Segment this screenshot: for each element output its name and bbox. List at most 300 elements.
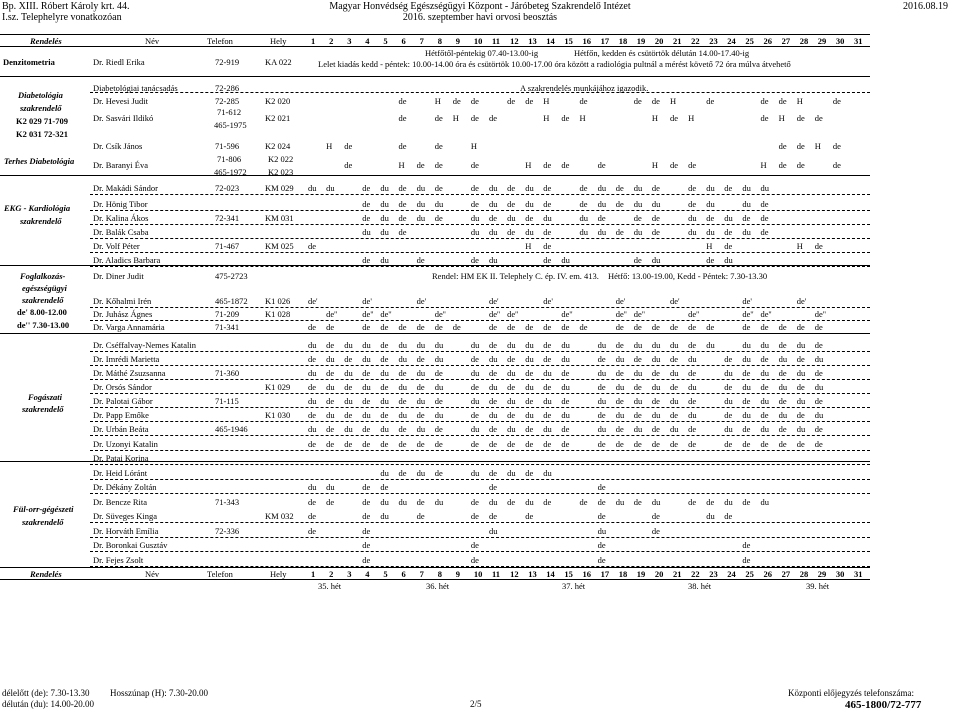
- row-name: Dr. Hevesi Judit: [93, 96, 149, 106]
- grid-line: [90, 566, 870, 567]
- schedule-cell: de: [434, 213, 443, 223]
- schedule-cell: de: [434, 368, 443, 378]
- section-ful-orr-gege-sub: szakrendelő: [22, 517, 64, 527]
- day-header-27: 27: [781, 36, 791, 46]
- schedule-cell: du: [380, 213, 389, 223]
- row-name: Dr. Diner Judit: [93, 271, 144, 281]
- schedule-cell: du: [651, 255, 661, 265]
- schedule-cell: de: [489, 113, 498, 123]
- schedule-cell: du: [561, 410, 570, 420]
- schedule-cell: du: [633, 227, 643, 237]
- schedule-cell: du: [380, 511, 389, 521]
- schedule-cell: de: [489, 468, 498, 478]
- schedule-cell: du: [525, 227, 534, 237]
- schedule-cell: de: [416, 255, 425, 265]
- schedule-cell: de: [489, 482, 498, 492]
- schedule-cell: de: [470, 410, 479, 420]
- day-header-24: 24: [727, 36, 736, 46]
- schedule-cell: de: [398, 439, 407, 449]
- schedule-cell: du: [507, 468, 516, 478]
- section-foglalkozas-2: egészségügyi: [22, 283, 67, 293]
- section-diabetologia-phone2: K2 031 72-321: [16, 129, 68, 139]
- grid-line: [90, 351, 870, 352]
- grid-line: [90, 194, 870, 195]
- schedule-cell: du: [724, 368, 733, 378]
- schedule-cell: de'': [615, 309, 627, 319]
- schedule-cell: de: [416, 160, 425, 170]
- schedule-cell: de: [706, 322, 715, 332]
- schedule-cell: du: [470, 340, 480, 350]
- schedule-cell: du: [380, 199, 389, 209]
- row-name: Dr. Varga Annamária: [93, 322, 165, 332]
- footer-phone: 465-1800/72-777: [845, 699, 922, 711]
- schedule-cell: de: [597, 382, 606, 392]
- schedule-cell: du: [597, 424, 607, 434]
- section-denzitometria: Denzitometria: [3, 57, 55, 67]
- day-header-8: 8: [437, 569, 442, 579]
- section-foglalkozas: Foglalkozás-: [20, 271, 66, 281]
- schedule-cell: de: [380, 354, 389, 364]
- schedule-cell: de: [434, 322, 443, 332]
- schedule-cell: de: [742, 322, 751, 332]
- schedule-cell: de: [416, 382, 425, 392]
- schedule-cell: de: [326, 439, 335, 449]
- schedule-cell: du: [760, 396, 769, 406]
- schedule-cell: de: [796, 322, 805, 332]
- schedule-cell: du: [344, 340, 353, 350]
- section-foglalkozas-3: szakrendelő: [22, 295, 64, 305]
- schedule-cell: du: [633, 424, 643, 434]
- grid-line: [0, 579, 870, 580]
- schedule-cell: de: [742, 424, 751, 434]
- row-name: Dr. Palotai Gábor: [93, 396, 153, 406]
- schedule-cell: de: [597, 511, 606, 521]
- schedule-cell: du: [706, 511, 715, 521]
- column-header-telefon: Telefon: [207, 569, 233, 579]
- schedule-cell: du: [814, 410, 824, 420]
- day-header-15: 15: [564, 36, 573, 46]
- schedule-cell: de: [724, 183, 733, 193]
- row-phone: 71-115: [215, 396, 239, 406]
- schedule-cell: de: [398, 468, 407, 478]
- day-header-11: 11: [492, 36, 501, 46]
- day-header-12: 12: [510, 569, 519, 579]
- schedule-cell: du: [507, 213, 516, 223]
- schedule-cell: de: [760, 354, 769, 364]
- schedule-cell: de: [362, 183, 371, 193]
- schedule-cell: de: [706, 96, 715, 106]
- row-name: Dr. Máthé Zsuzsanna: [93, 368, 166, 378]
- schedule-cell: de: [398, 227, 407, 237]
- grid-line: [90, 307, 870, 308]
- day-header-1: 1: [311, 36, 316, 46]
- schedule-cell: du: [615, 497, 625, 507]
- schedule-cell: de: [597, 497, 606, 507]
- schedule-cell: du: [380, 396, 389, 406]
- schedule-cell: du: [344, 424, 353, 434]
- schedule-cell: de: [615, 439, 624, 449]
- schedule-cell: de: [507, 183, 516, 193]
- schedule-cell: de'': [362, 309, 374, 319]
- week-label: 35. hét: [318, 581, 342, 591]
- schedule-cell: du: [380, 497, 389, 507]
- schedule-cell: de: [597, 439, 606, 449]
- schedule-cell: de: [470, 540, 479, 550]
- schedule-cell: de: [380, 340, 389, 350]
- schedule-cell: de: [615, 183, 624, 193]
- schedule-cell: de: [543, 497, 552, 507]
- column-header-nev: Név: [145, 569, 160, 579]
- schedule-cell: de: [796, 354, 805, 364]
- schedule-cell: de: [489, 439, 498, 449]
- schedule-cell: du: [416, 199, 426, 209]
- row-phone: 71-341: [215, 322, 240, 332]
- day-header-28: 28: [799, 36, 809, 46]
- row-name: Dr. Balák Csaba: [93, 227, 149, 237]
- day-header-1: 1: [311, 569, 316, 579]
- schedule-cell: du: [597, 396, 607, 406]
- schedule-cell: de: [615, 227, 624, 237]
- schedule-cell: de: [724, 382, 733, 392]
- schedule-cell: de: [670, 113, 679, 123]
- day-header-3: 3: [347, 569, 352, 579]
- schedule-cell: du: [670, 368, 679, 378]
- schedule-cell: du: [434, 199, 444, 209]
- schedule-cell: de: [308, 354, 317, 364]
- schedule-cell: du: [416, 368, 426, 378]
- schedule-cell: du: [778, 382, 788, 392]
- schedule-cell: de: [796, 141, 805, 151]
- schedule-cell: de: [742, 497, 751, 507]
- row-phone: 71-612: [217, 107, 242, 117]
- row-name: Dr. Imrédi Marietta: [93, 354, 160, 364]
- schedule-cell: de: [760, 227, 769, 237]
- column-header-hely: Hely: [270, 36, 287, 46]
- schedule-cell: de: [615, 199, 624, 209]
- schedule-cell: de'': [434, 309, 446, 319]
- row-phone-2: 465-1972: [214, 167, 247, 177]
- schedule-cell: du: [561, 340, 570, 350]
- schedule-cell: de: [326, 424, 335, 434]
- section-ekg: EKG - Kardiológia: [4, 203, 71, 213]
- schedule-cell: de: [688, 396, 697, 406]
- schedule-cell: de: [362, 322, 371, 332]
- schedule-cell: du: [615, 354, 625, 364]
- day-header-26: 26: [763, 36, 772, 46]
- schedule-cell: de'': [489, 309, 501, 319]
- schedule-cell: du: [561, 382, 570, 392]
- schedule-cell: H: [670, 96, 677, 106]
- schedule-cell: de: [380, 322, 389, 332]
- schedule-cell: H: [543, 96, 550, 106]
- schedule-cell: du: [470, 424, 480, 434]
- row-name: Dr. Cséffalvay-Nemes Katalin: [93, 340, 196, 350]
- schedule-cell: de: [308, 439, 317, 449]
- schedule-cell: de: [434, 396, 443, 406]
- day-header-10: 10: [473, 36, 483, 46]
- day-header-25: 25: [745, 569, 754, 579]
- schedule-cell: H: [688, 113, 695, 123]
- schedule-cell: du: [525, 497, 534, 507]
- schedule-cell: du: [688, 227, 697, 237]
- grid-line: [90, 551, 870, 552]
- schedule-cell: de: [561, 424, 570, 434]
- footer-afternoon: délután (du): 14.00-20.00: [2, 699, 94, 709]
- row-name: Dr. Sasvári Ildikó: [93, 113, 154, 123]
- row-phone: 72-919: [215, 57, 240, 67]
- day-header-3: 3: [347, 36, 352, 46]
- schedule-cell: H: [706, 241, 713, 251]
- schedule-cell: de: [814, 113, 823, 123]
- note-denzito-results: Lelet kiadás kedd - péntek: 10.00-14.00 óra és csütörtök 10.00-17.00 óra között a radiológia pultnál a mérést követő 72 óra múlva átvehető: [318, 59, 791, 69]
- schedule-cell: H: [796, 241, 803, 251]
- schedule-cell: du: [615, 410, 625, 420]
- grid-line: [90, 435, 870, 436]
- footer-phone-label: Központi előjegyzés telefonszáma:: [788, 688, 914, 698]
- section-ekg-sub: szakrendelő: [20, 216, 62, 226]
- grid-line: [90, 210, 870, 211]
- schedule-cell: de: [778, 340, 787, 350]
- schedule-cell: de: [651, 511, 660, 521]
- schedule-cell: de: [489, 511, 498, 521]
- row-name: Dr. Süveges Kinga: [93, 511, 157, 521]
- column-header-telefon: Telefon: [207, 36, 233, 46]
- day-header-23: 23: [709, 36, 718, 46]
- schedule-cell: de: [398, 199, 407, 209]
- schedule-cell: du: [742, 410, 751, 420]
- schedule-cell: de: [543, 255, 552, 265]
- schedule-cell: de: [398, 183, 407, 193]
- day-header-23: 23: [709, 569, 718, 579]
- day-header-17: 17: [600, 36, 610, 46]
- schedule-cell: de: [742, 396, 751, 406]
- schedule-cell: de: [507, 439, 516, 449]
- grid-line: [90, 224, 870, 225]
- grid-line: [90, 333, 870, 334]
- schedule-cell: du: [398, 340, 407, 350]
- schedule-cell: du: [706, 340, 715, 350]
- schedule-cell: de: [344, 439, 353, 449]
- schedule-cell: du: [597, 526, 607, 536]
- row-room: K2 022: [268, 154, 294, 164]
- schedule-cell: de: [778, 322, 787, 332]
- schedule-cell: du: [416, 396, 426, 406]
- schedule-cell: de: [416, 410, 425, 420]
- schedule-cell: de: [362, 213, 371, 223]
- schedule-cell: H: [814, 141, 821, 151]
- row-name: Dr. Kőhalmi Irén: [93, 296, 152, 306]
- grid-line: [0, 567, 870, 568]
- schedule-cell: du: [724, 255, 733, 265]
- schedule-cell: H: [525, 241, 532, 251]
- day-header-24: 24: [727, 569, 736, 579]
- day-header-14: 14: [546, 36, 555, 46]
- schedule-cell: du: [778, 354, 788, 364]
- schedule-cell: de: [561, 322, 570, 332]
- schedule-cell: de': [543, 296, 553, 306]
- schedule-cell: du: [742, 199, 751, 209]
- schedule-cell: de: [778, 160, 787, 170]
- schedule-cell: de: [470, 511, 479, 521]
- schedule-cell: de: [434, 424, 443, 434]
- schedule-cell: de: [525, 439, 534, 449]
- section-diabetologia: Diabetológia: [18, 90, 63, 100]
- header-date: 2016.08.19: [903, 1, 948, 12]
- day-header-17: 17: [600, 569, 610, 579]
- schedule-cell: de: [615, 322, 624, 332]
- schedule-cell: de: [308, 526, 317, 536]
- day-header-19: 19: [636, 569, 646, 579]
- schedule-cell: de: [651, 322, 660, 332]
- section-diabetologia-phone1: K2 029 71-709: [16, 116, 68, 126]
- schedule-cell: du: [796, 396, 806, 406]
- section-foglalkozas-hours2: de'' 7.30-13.00: [17, 320, 70, 330]
- row-phone: 72-023: [215, 183, 240, 193]
- schedule-cell: de: [561, 160, 570, 170]
- schedule-cell: de': [742, 296, 752, 306]
- schedule-cell: de: [380, 410, 389, 420]
- schedule-cell: de: [525, 468, 534, 478]
- day-header-31: 31: [854, 569, 863, 579]
- schedule-cell: de: [597, 482, 606, 492]
- schedule-cell: de: [398, 113, 407, 123]
- schedule-cell: du: [615, 382, 625, 392]
- schedule-cell: du: [724, 213, 733, 223]
- day-header-16: 16: [582, 36, 591, 46]
- day-header-18: 18: [618, 36, 628, 46]
- schedule-cell: du: [398, 354, 407, 364]
- schedule-cell: de: [489, 213, 498, 223]
- schedule-cell: de: [597, 555, 606, 565]
- schedule-cell: H: [398, 160, 405, 170]
- row-room: K1 026: [265, 296, 291, 306]
- schedule-cell: de: [434, 439, 443, 449]
- grid-line: [0, 76, 870, 77]
- schedule-cell: de: [579, 497, 588, 507]
- schedule-cell: de: [362, 199, 371, 209]
- row-room: KM 032: [265, 511, 294, 521]
- schedule-cell: du: [470, 468, 480, 478]
- schedule-cell: de: [344, 141, 353, 151]
- schedule-cell: du: [633, 199, 643, 209]
- schedule-cell: de: [543, 340, 552, 350]
- schedule-cell: du: [380, 183, 389, 193]
- schedule-cell: de: [633, 382, 642, 392]
- schedule-cell: de: [778, 424, 787, 434]
- schedule-cell: de: [633, 213, 642, 223]
- schedule-cell: de: [561, 439, 570, 449]
- column-header-hely: Hely: [270, 569, 287, 579]
- schedule-cell: de: [778, 368, 787, 378]
- row-room: KM 031: [265, 213, 294, 223]
- schedule-cell: de'': [688, 309, 700, 319]
- grid-line: [90, 92, 870, 93]
- schedule-cell: de: [597, 410, 606, 420]
- schedule-cell: de: [362, 396, 371, 406]
- day-header-22: 22: [691, 569, 700, 579]
- header-address: Bp. XIII. Róbert Károly krt. 44.: [2, 1, 130, 12]
- schedule-cell: du: [489, 199, 498, 209]
- row-room-2: K2 023: [268, 167, 294, 177]
- schedule-cell: du: [543, 424, 552, 434]
- schedule-cell: du: [633, 340, 643, 350]
- schedule-cell: du: [489, 183, 498, 193]
- schedule-cell: du: [308, 424, 317, 434]
- schedule-cell: de: [362, 526, 371, 536]
- schedule-cell: de: [470, 555, 479, 565]
- footer-morning: délelőtt (de): 7.30-13.30: [2, 688, 90, 698]
- schedule-cell: du: [380, 468, 389, 478]
- schedule-cell: de: [688, 199, 697, 209]
- schedule-cell: de: [778, 141, 787, 151]
- schedule-cell: de: [778, 96, 787, 106]
- schedule-cell: du: [308, 183, 317, 193]
- schedule-cell: de: [814, 241, 823, 251]
- schedule-cell: de: [470, 113, 479, 123]
- grid-line: [90, 464, 870, 465]
- schedule-cell: du: [597, 340, 607, 350]
- schedule-cell: de: [796, 382, 805, 392]
- day-header-29: 29: [817, 569, 827, 579]
- schedule-cell: de: [362, 424, 371, 434]
- schedule-cell: de: [724, 511, 733, 521]
- schedule-cell: de: [362, 439, 371, 449]
- schedule-cell: du: [670, 424, 679, 434]
- schedule-cell: de: [561, 368, 570, 378]
- day-header-9: 9: [455, 569, 461, 579]
- column-header-nev: Név: [145, 36, 160, 46]
- schedule-cell: de: [470, 160, 479, 170]
- row-room: K1 028: [265, 309, 291, 319]
- schedule-cell: du: [742, 227, 751, 237]
- schedule-cell: du: [597, 183, 607, 193]
- grid-line: [90, 421, 870, 422]
- schedule-cell: de: [416, 511, 425, 521]
- footer-page: 2/5: [470, 699, 482, 709]
- schedule-cell: de: [362, 482, 371, 492]
- row-name: Dr. Horváth Emília: [93, 526, 159, 536]
- schedule-cell: de: [489, 368, 498, 378]
- schedule-cell: de: [507, 382, 516, 392]
- row-name: Dr. Bencze Rita: [93, 497, 148, 507]
- schedule-cell: du: [706, 227, 715, 237]
- row-phone: 465-1872: [215, 296, 248, 306]
- schedule-cell: du: [525, 340, 534, 350]
- schedule-cell: du: [507, 424, 516, 434]
- schedule-cell: de: [543, 183, 552, 193]
- schedule-cell: de: [543, 227, 552, 237]
- schedule-cell: de: [778, 439, 787, 449]
- grid-line: [90, 266, 870, 267]
- schedule-cell: de: [344, 382, 353, 392]
- row-name: Dr. Csík János: [93, 141, 143, 151]
- day-header-26: 26: [763, 569, 772, 579]
- schedule-cell: de: [434, 468, 443, 478]
- schedule-cell: de: [832, 141, 841, 151]
- schedule-cell: de: [796, 439, 805, 449]
- schedule-cell: du: [416, 183, 426, 193]
- schedule-cell: du: [416, 340, 426, 350]
- schedule-cell: de: [362, 255, 371, 265]
- schedule-cell: du: [380, 255, 389, 265]
- schedule-cell: du: [525, 199, 534, 209]
- schedule-cell: du: [633, 183, 643, 193]
- day-header-5: 5: [383, 36, 388, 46]
- schedule-cell: de: [615, 424, 624, 434]
- schedule-cell: de: [597, 540, 606, 550]
- row-name: Dr. Hönig Tibor: [93, 199, 148, 209]
- schedule-cell: du: [670, 340, 679, 350]
